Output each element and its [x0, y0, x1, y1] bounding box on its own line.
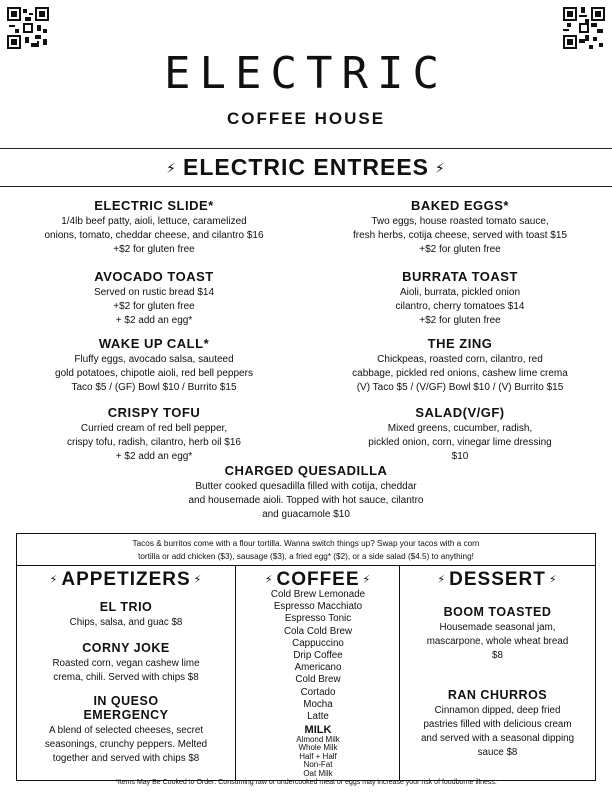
item-description: and served with a seasonal dipping [420, 733, 575, 744]
coffee-item: Espresso Tonic [284, 613, 352, 625]
lightning-bolt-icon: ⚡ [193, 574, 203, 587]
menu-item-charged-quesadilla [106, 463, 506, 522]
item-description: Housemade seasonal jam, [439, 622, 556, 633]
item-description: mascarpone, whole wheat bread [426, 636, 569, 647]
item-name: BAKED EGGS* [411, 198, 509, 213]
item-name: CHARGED QUESADILLA [224, 463, 388, 478]
appetizers-title-text: APPETIZERS [61, 569, 191, 590]
item-name: EMERGENCY [83, 708, 169, 722]
lightning-bolt-icon: ⚡ [362, 574, 372, 587]
item-description: onions, tomato, cheddar cheese, and cilantro $16 [44, 230, 264, 241]
item-description: + $2 add an egg* [115, 315, 193, 326]
milk-title: MILK [304, 724, 332, 736]
coffee-item: Mocha [303, 698, 333, 710]
entrees-title-text: ELECTRIC ENTREES [182, 154, 430, 180]
coffee-list [236, 589, 400, 723]
item-description: pickled onion, corn, vinegar lime dressing [368, 437, 552, 448]
item-description: together and served with chips $8 [52, 753, 200, 764]
item-description: Two eggs, house roasted tomato sauce, [371, 216, 549, 227]
item-name: AVOCADO TOAST [94, 269, 214, 284]
menu-item-baked-eggs [312, 198, 608, 257]
menu-item-wake-up-call [6, 336, 302, 395]
item-description: (V) Taco $5 / (V/GF) Bowl $10 / (V) Burrito $15 [356, 382, 564, 393]
item-description: and housemade aioli. Topped with hot sauce, cilantro [188, 495, 424, 506]
item-name: WAKE UP CALL* [98, 336, 210, 351]
coffee-item: Cortado [300, 686, 336, 698]
item-name: RAN CHURROS [447, 688, 548, 702]
footer-disclaimer: *Items May Be Cooked to Order: Consuming raw or undercooked meat or eggs may increase your risk of foodborne illness. [115, 779, 497, 786]
coffee-item: Americano [294, 662, 342, 674]
item-description: Aioli, burrata, pickled onion [399, 287, 521, 298]
menu-item-corny-joke [17, 641, 235, 685]
coffee-title [236, 569, 400, 591]
lightning-bolt-icon: ⚡ [548, 574, 558, 587]
item-description: Curried cream of red bell pepper, [80, 423, 228, 434]
item-name: CRISPY TOFU [107, 405, 201, 420]
coffee-item: Cold Brew [295, 674, 341, 686]
milk-item: Oat Milk [303, 768, 333, 778]
item-description: Taco $5 / (GF) Bowl $10 / Burrito $15 [71, 382, 237, 393]
item-description: crispy tofu, radish, cilantro, herb oil $16 [67, 437, 241, 448]
brand-logo: ELECTRIC [164, 48, 448, 99]
item-name: IN QUESO [93, 694, 159, 708]
coffee-item: Drip Coffee [293, 650, 343, 662]
dessert-title-text: DESSERT [449, 569, 546, 590]
item-description: Roasted corn, vegan cashew lime [52, 658, 200, 669]
milk-item: Almond Milk [296, 735, 340, 744]
item-description: A blend of selected cheeses, secret [48, 725, 204, 736]
lightning-bolt-icon: ⚡ [166, 160, 177, 177]
appetizers-title [17, 569, 235, 591]
menu-item-electric-slide [6, 198, 302, 257]
divider [17, 565, 595, 566]
item-description: sauce $8 [477, 747, 518, 758]
note-line: tortilla or add chicken ($3), sausage ($3), a fried egg* ($2), or a side salad ($4.5) to anything! [138, 552, 474, 561]
lightning-bolt-icon: ⚡ [264, 574, 274, 587]
qr-code-icon [7, 7, 49, 49]
item-description: Fluffy eggs, avocado salsa, sauteed [74, 354, 234, 365]
item-description: cilantro, cherry tomatoes $14 [395, 301, 525, 312]
menu-item-the-zing [312, 336, 608, 395]
milk-item: Non-Fat [303, 760, 333, 770]
item-description: +$2 for gluten free [419, 244, 501, 255]
milk-item: Half + Half [299, 751, 337, 761]
item-description: +$2 for gluten free [113, 244, 195, 255]
item-description: crema, chili. Served with chips $8 [53, 672, 199, 683]
milk-list [236, 736, 400, 778]
lightning-bolt-icon: ⚡ [435, 160, 446, 177]
item-description: $10 [451, 451, 469, 462]
lightning-bolt-icon: ⚡ [437, 574, 447, 587]
lightning-bolt-icon: ⚡ [49, 574, 59, 587]
qr-code-icon [563, 7, 605, 49]
coffee-item: Latte [307, 711, 329, 723]
divider [0, 148, 612, 149]
coffee-item: Espresso Macchiato [273, 601, 363, 613]
item-description: +$2 for gluten free [113, 301, 195, 312]
coffee-item: Cola Cold Brew [283, 625, 353, 637]
item-name: THE ZING [427, 336, 493, 351]
coffee-item: Cold Brew Lemonade [270, 589, 366, 600]
menu-item-el-trio [17, 600, 235, 630]
item-name: BOOM TOASTED [443, 605, 552, 619]
item-description: Cinnamon dipped, deep fried [434, 705, 561, 716]
milk-item: Whole Milk [298, 743, 338, 753]
item-name: ELECTRIC SLIDE* [94, 198, 214, 213]
item-description: Mixed greens, cucumber, radish, [387, 423, 533, 434]
item-description: Served on rustic bread $14 [93, 287, 215, 298]
item-name: CORNY JOKE [82, 641, 170, 655]
item-name: EL TRIO [99, 600, 153, 614]
menu-item-salad [312, 405, 608, 464]
menu-item-ran-churros [400, 688, 595, 760]
menu-item-crispy-tofu [6, 405, 302, 464]
entrees-title [0, 154, 612, 181]
coffee-item: Cappuccino [292, 637, 344, 649]
item-description: Chickpeas, roasted corn, cilantro, red [377, 354, 543, 365]
note-line: Tacos & burritos come with a flour tortilla. Wanna switch things up? Swap your tacos with a corn [132, 539, 480, 548]
dessert-title [400, 569, 595, 591]
brand-subtitle: COFFEE HOUSE [226, 109, 386, 128]
item-description: 1/4lb beef patty, aioli, lettuce, caramelized [61, 216, 247, 227]
menu-item-in-queso-emergency [17, 694, 235, 766]
item-description: seasonings, crunchy peppers. Melted [44, 739, 208, 750]
item-description: fresh herbs, cotija cheese, served with toast $15 [352, 230, 567, 241]
menu-item-boom-toasted [400, 605, 595, 663]
item-name: SALAD(V/GF) [415, 405, 505, 420]
substitution-note [17, 537, 595, 563]
menu-item-burrata-toast [312, 269, 608, 328]
item-description: +$2 for gluten free [419, 315, 501, 326]
item-description: + $2 add an egg* [115, 451, 193, 462]
item-name: BURRATA TOAST [402, 269, 518, 284]
item-description: $8 [492, 650, 503, 661]
item-description: cabbage, pickled red onions, cashew lime crema [352, 368, 568, 379]
coffee-title-text: COFFEE [276, 569, 360, 590]
item-description: and guacamole $10 [262, 509, 350, 520]
item-description: pastries filled with delicious cream [423, 719, 572, 730]
item-description: Chips, salsa, and guac $8 [69, 617, 183, 628]
divider [0, 186, 612, 187]
item-description: gold potatoes, chipotle aioli, red bell peppers [55, 368, 253, 379]
menu-item-avocado-toast [6, 269, 302, 328]
item-description: Butter cooked quesadilla filled with cotija, cheddar [195, 481, 417, 492]
